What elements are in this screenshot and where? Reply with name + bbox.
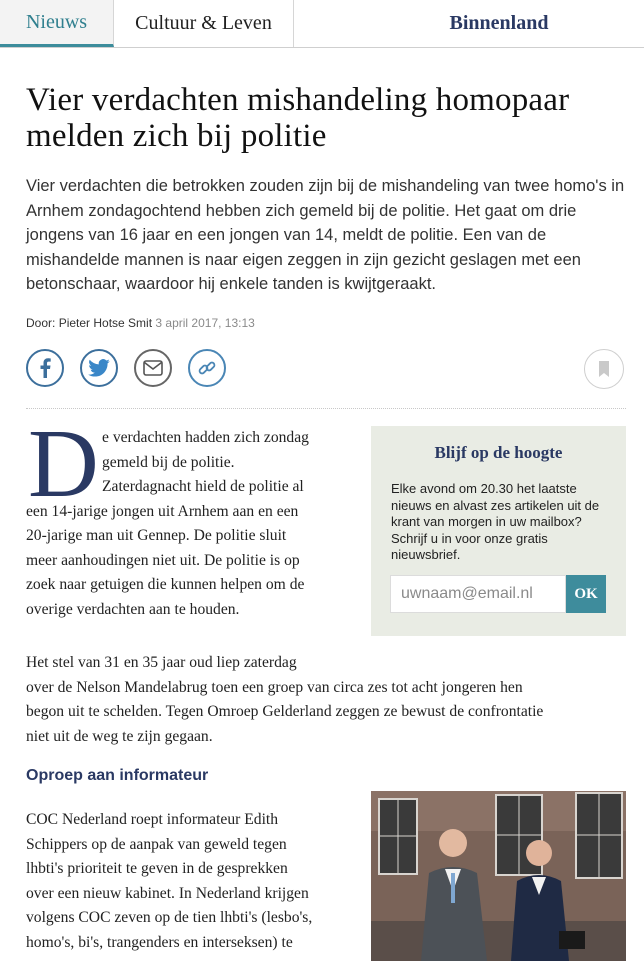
article-lead: Vier verdachten die betrokken zouden zijn bij de mishandeling van twee homo's in Arnhem zondagochtend hebben zich gemeld bij de politie. Het gaat om drie jongens van 16 jaar en een jongen van 14, meldt de politie. Een van de mishandelde mannen is naar eigen zeggen in zijn gezicht geslagen met een betonschaar, waardoor hij enkele tanden is kwijtgeraakt. [26,177,625,293]
twitter-icon [88,359,110,377]
tab-cultuur-label: Cultuur & Leven [135,12,272,34]
tab-nieuws-label: Nieuws [25,10,88,33]
text-line: over een nieuw kabinet. In Nederland krijgen [26,884,309,902]
byline [26,316,255,330]
text-line: 20-jarige man uit Gennep. De politie sluit [26,527,287,544]
email-field[interactable] [390,575,566,613]
byline-prefix: Door: [26,316,56,330]
bookmark-icon [598,360,610,378]
text-line: niet uit de weg te zijn gegaan. [26,727,213,745]
section-subheading: Oproep aan informateur [26,767,209,784]
text-line: Het stel van 31 en 35 jaar oud liep zaterdag [26,654,297,671]
photo-illustration [371,791,626,961]
share-facebook-button[interactable] [26,349,64,387]
subscribe-ok-button[interactable]: OK [566,575,606,613]
article-headline: Vier verdachten mishandeling homopaar melden zich bij politie [26,82,570,154]
tab-binnenland-label: Binnenland [449,12,549,34]
article-paragraph-3 [26,808,366,955]
text-line: meer aanhoudingen niet uit. De politie is op [26,551,300,569]
text-line: e verdachten hadden zich zondag [102,429,309,446]
share-mail-button[interactable] [134,349,172,387]
facebook-icon [38,358,52,378]
link-icon [197,358,217,378]
publish-date: 3 april 2017, 13:13 [155,316,255,330]
text-line: Zaterdagnacht hield de politie al [102,478,304,495]
tab-binnenland[interactable] [294,0,644,47]
text-line: COC Nederland roept informateur Edith [26,811,279,828]
text-line: Schippers op de aanpak van geweld tegen [26,835,287,853]
newsletter-text: Elke avond om 20.30 het laatste nieuws en alvast zes artikelen uit de krant van morgen in uw mailbox? Schrijf u in voor onze gratis nieuwsbrief. [391,481,600,562]
text-line: overige verdachten aan te houden. [26,600,240,618]
mail-icon [143,360,163,376]
text-line: over de Nelson Mandelabrug toen een groep van circa zes tot acht jongeren hen [26,678,523,696]
divider [26,408,626,409]
author-name[interactable]: Pieter Hotse Smit [58,316,153,330]
text-line: een 14-jarige jongen uit Arnhem aan en een [26,502,299,520]
newsletter-signup [371,426,626,636]
share-link-button[interactable] [188,349,226,387]
article-paragraph-1 [26,426,356,622]
text-line: lhbti's prioriteit te geven in de gesprekken [26,860,288,877]
article-photo[interactable] [371,791,626,961]
share-twitter-button[interactable] [80,349,118,387]
bookmark-button[interactable] [584,349,624,389]
tab-nieuws[interactable] [0,0,114,47]
drop-cap: D [28,410,99,518]
text-line: volgens COC zeven op de tien lhbti's (lesbo's, [26,909,313,926]
text-line: zoek naar getuigen die kunnen helpen om de [26,576,305,593]
text-line: homo's, bi's, trangenders en interseksen) te [26,933,293,951]
text-line: gemeld bij de politie. [102,453,235,471]
top-navigation [0,0,644,48]
tab-cultuur-leven[interactable] [114,0,294,47]
text-line: begon uit te schelden. Tegen Omroep Gelderland zeggen ze bewust de confrontatie [26,703,544,720]
article-paragraph-2 [26,651,626,749]
newsletter-title: Blijf op de hoogte [434,443,563,462]
